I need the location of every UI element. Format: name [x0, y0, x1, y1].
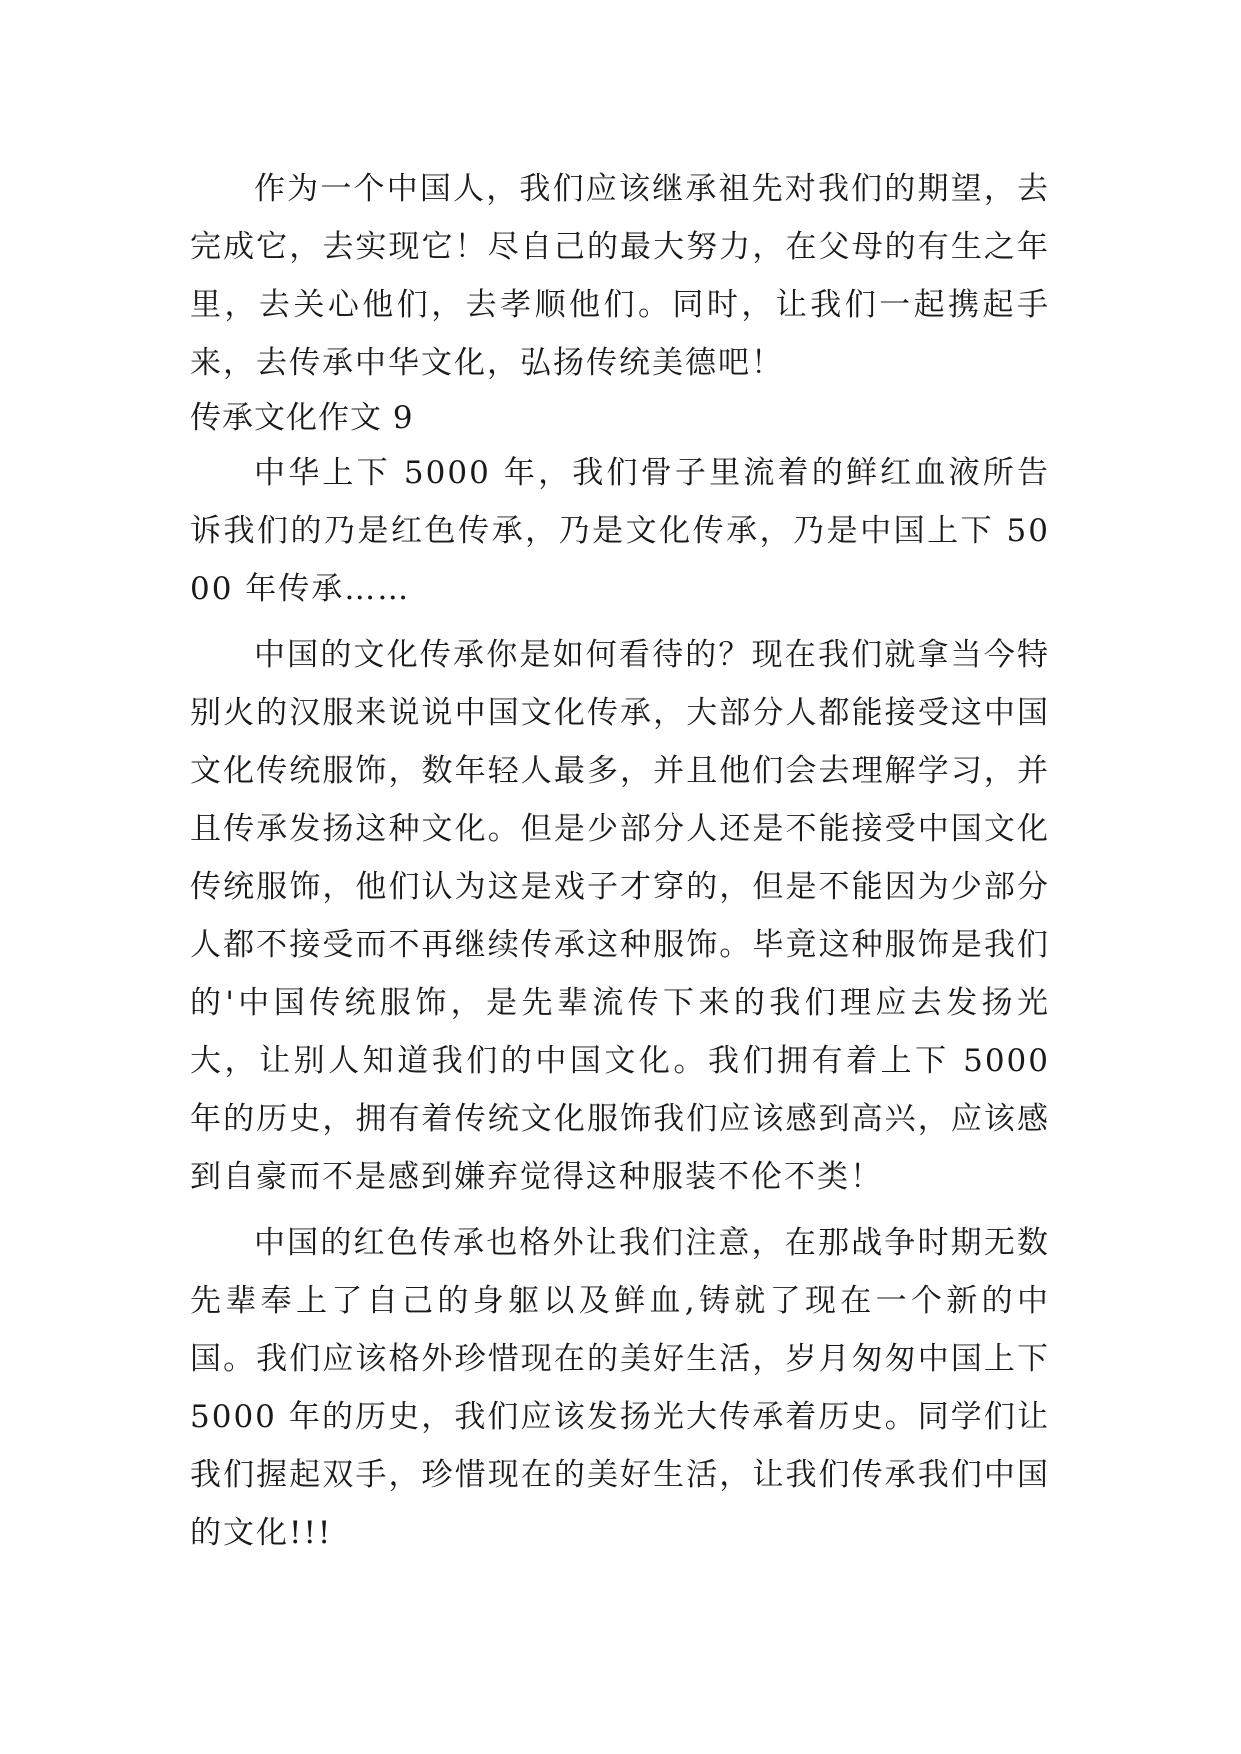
intro-paragraph: 作为一个中国人，我们应该继承祖先对我们的期望，去完成它，去实现它！尽自己的最大努力，在父母的有生之年里，去关心他们，去孝顺他们。同时，让我们一起携起手来，去传承中华文化，弘扬传统美德吧！: [190, 171, 1050, 381]
paragraph-gap: [190, 1206, 1050, 1214]
paragraph-3: 中国的红色传承也格外让我们注意，在那战争时期无数先辈奉上了自己的身躯以及鲜血,铸就了现在一个新的中国。我们应该格外珍惜现在的美好生活，岁月匆匆中国上下 5000 年的历史，我们应该发扬光大传承着历史。同学们让我们握起双手，珍惜现在的美好生活，让我们传承我们中国的文化!!!: [190, 1225, 1050, 1551]
paragraph-2: 中国的文化传承你是如何看待的？现在我们就拿当今特别火的汉服来说说中国文化传承，大部分人都能接受这中国文化传统服饰，数年轻人最多，并且他们会去理解学习，并且传承发扬这种文化。但是少部分人还是不能接受中国文化传统服饰，他们认为这是戏子才穿的，但是不能因为少部分人都不接受而不再继续传承这种服饰。毕竟这种服饰是我们的'中国传统服饰，是先辈流传下来的我们理应去发扬光大，让别人知道我们的中国文化。我们拥有着上下 5000 年的历史，拥有着传统文化服饰我们应该感到高兴，应该感到自豪而不是感到嫌弃觉得这种服装不伦不类！: [190, 637, 1050, 1195]
paragraph-gap: [190, 618, 1050, 626]
document-body: [190, 160, 1050, 1562]
section-title: 传承文化作文 9: [190, 400, 414, 436]
paragraph-1: 中华上下 5000 年，我们骨子里流着的鲜红血液所告诉我们的乃是红色传承，乃是文化传承，乃是中国上下 5000 年传承……: [190, 455, 1050, 607]
